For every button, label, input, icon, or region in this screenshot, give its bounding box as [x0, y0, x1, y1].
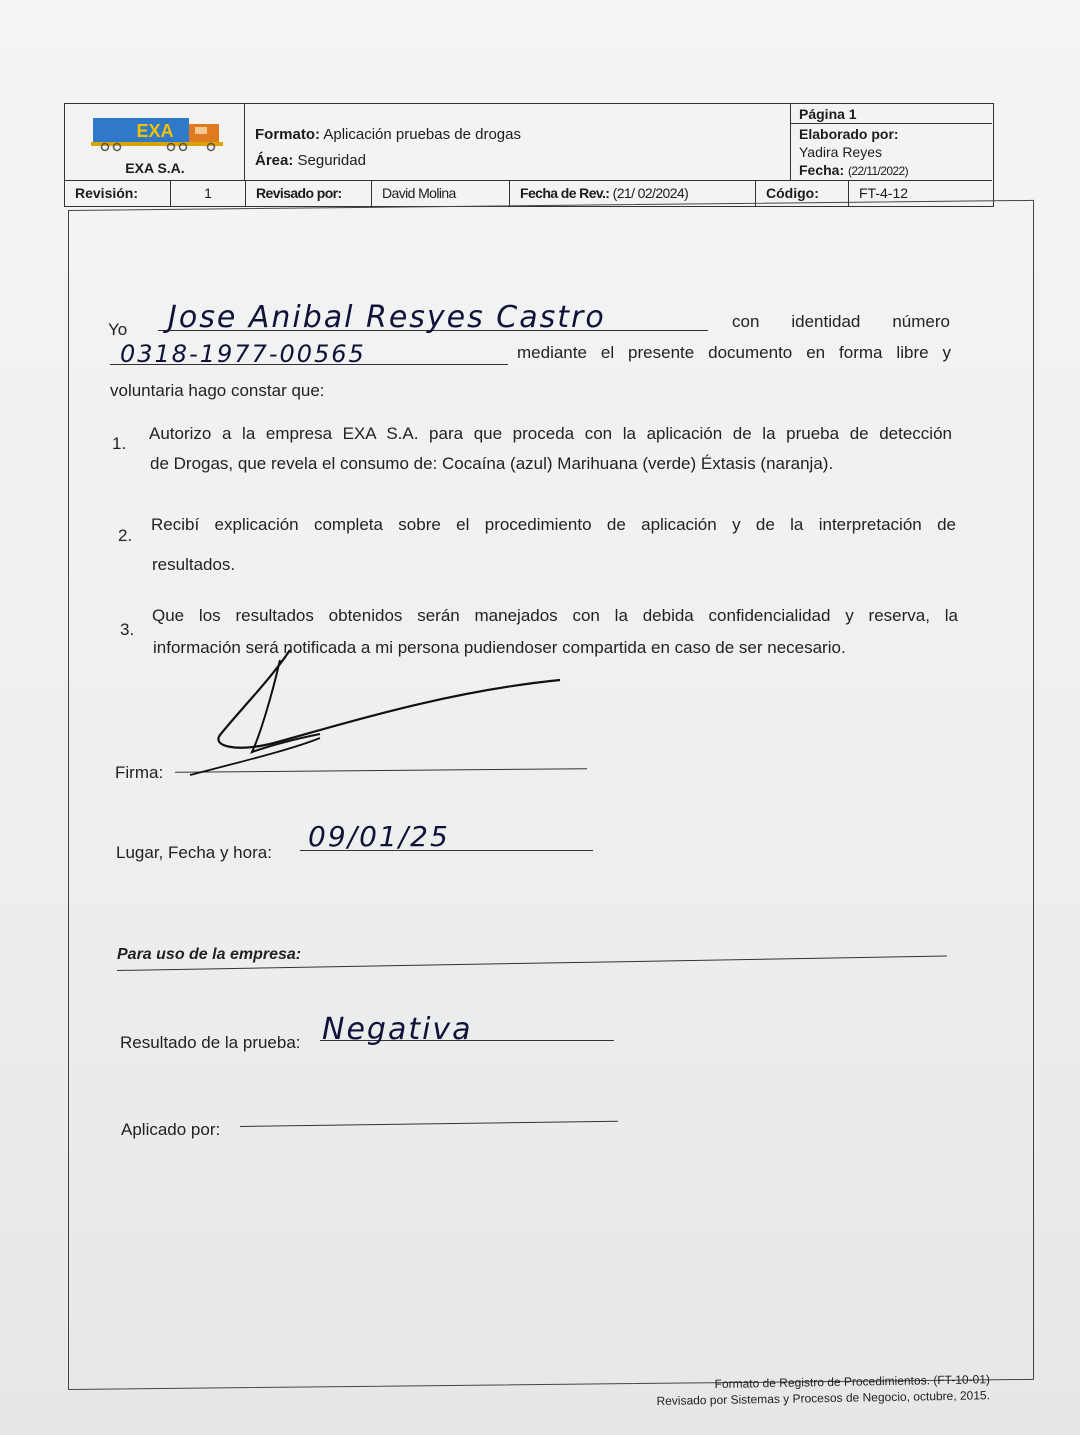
handwritten-result: Negativa [322, 1012, 473, 1047]
resultado-label: Resultado de la prueba: [120, 1033, 301, 1052]
fecha-rev-label: Fecha de Rev.: [520, 185, 610, 201]
elaborado-label: Elaborado por: [799, 126, 899, 142]
company-name: EXA S.A. [125, 160, 185, 176]
codigo-value: FT-4-12 [859, 185, 909, 201]
footer-line2: Revisado por Sistemas y Procesos de Negocio, octubre, 2015. [656, 1388, 991, 1409]
logo-text: EXA [136, 121, 174, 141]
revisado-label: Revisado por: [246, 181, 372, 206]
fecha-rev-value: (21/ 02/2024) [612, 185, 689, 201]
meta-cell [791, 104, 992, 180]
handwritten-id: 0318-1977-00565 [120, 340, 366, 368]
line3: voluntaria hago constar que: [110, 381, 325, 400]
truck-logo-icon [91, 114, 225, 154]
aplicado-label: Aplicado por: [121, 1120, 221, 1139]
area-label: Área: [255, 152, 294, 169]
item2-number: 2. [118, 526, 133, 545]
elaborado-name: Yadira Reyes [799, 144, 883, 160]
revision-label: Revisión: [65, 181, 171, 206]
fecha-label: Fecha: [799, 162, 845, 178]
format-cell [245, 104, 791, 180]
item3-number: 3. [120, 620, 135, 639]
handwritten-name: Jose Anibal Resyes Castro [168, 300, 606, 335]
formato-label: Formato: [255, 126, 320, 143]
item2-line2: resultados. [152, 555, 236, 574]
item3-line1: Que los resultados obtenidos serán manejados con la debida confidencialidad y reserva, la [152, 606, 958, 625]
line2-end: mediante el presente documento en forma libre y [517, 343, 951, 362]
codigo-label: Código: [756, 181, 849, 206]
item3-line2: información será notificada a mi persona pudiendoser compartida en caso de ser necesario. [153, 638, 846, 657]
footer-line1: Formato de Registro de Procedimientos. (FT-10-01) [714, 1372, 991, 1392]
logo-cell [65, 104, 245, 180]
empresa-label: Para uso de la empresa: [117, 946, 302, 963]
line1-end: con identidad número [732, 312, 950, 331]
item2-line1: Recibí explicación completa sobre el procedimiento de aplicación y de la interpretación de [151, 515, 956, 534]
revisado-value: David Molina [372, 181, 510, 206]
fecha-value: (22/11/2022) [848, 164, 908, 178]
yo-label: Yo [108, 320, 128, 339]
firma-label: Firma: [115, 763, 164, 782]
item1-number: 1. [112, 434, 127, 453]
formato-value: Aplicación pruebas de drogas [323, 126, 521, 143]
handwritten-date: 09/01/25 [308, 820, 450, 853]
form-frame [68, 200, 1034, 1390]
item1-line2: de Drogas, que revela el consumo de: Cocaína (azul) Marihuana (verde) Éxtasis (naranja). [150, 454, 834, 473]
revision-value: 1 [171, 181, 246, 206]
page-number: Página 1 [791, 104, 992, 124]
lugar-label: Lugar, Fecha y hora: [116, 843, 272, 862]
item1-line1: Autorizo a la empresa EXA S.A. para que proceda con la aplicación de la prueba de detección [149, 424, 952, 443]
document-header [64, 103, 994, 207]
area-value: Seguridad [297, 152, 366, 169]
signature-scribble-icon [180, 640, 580, 780]
